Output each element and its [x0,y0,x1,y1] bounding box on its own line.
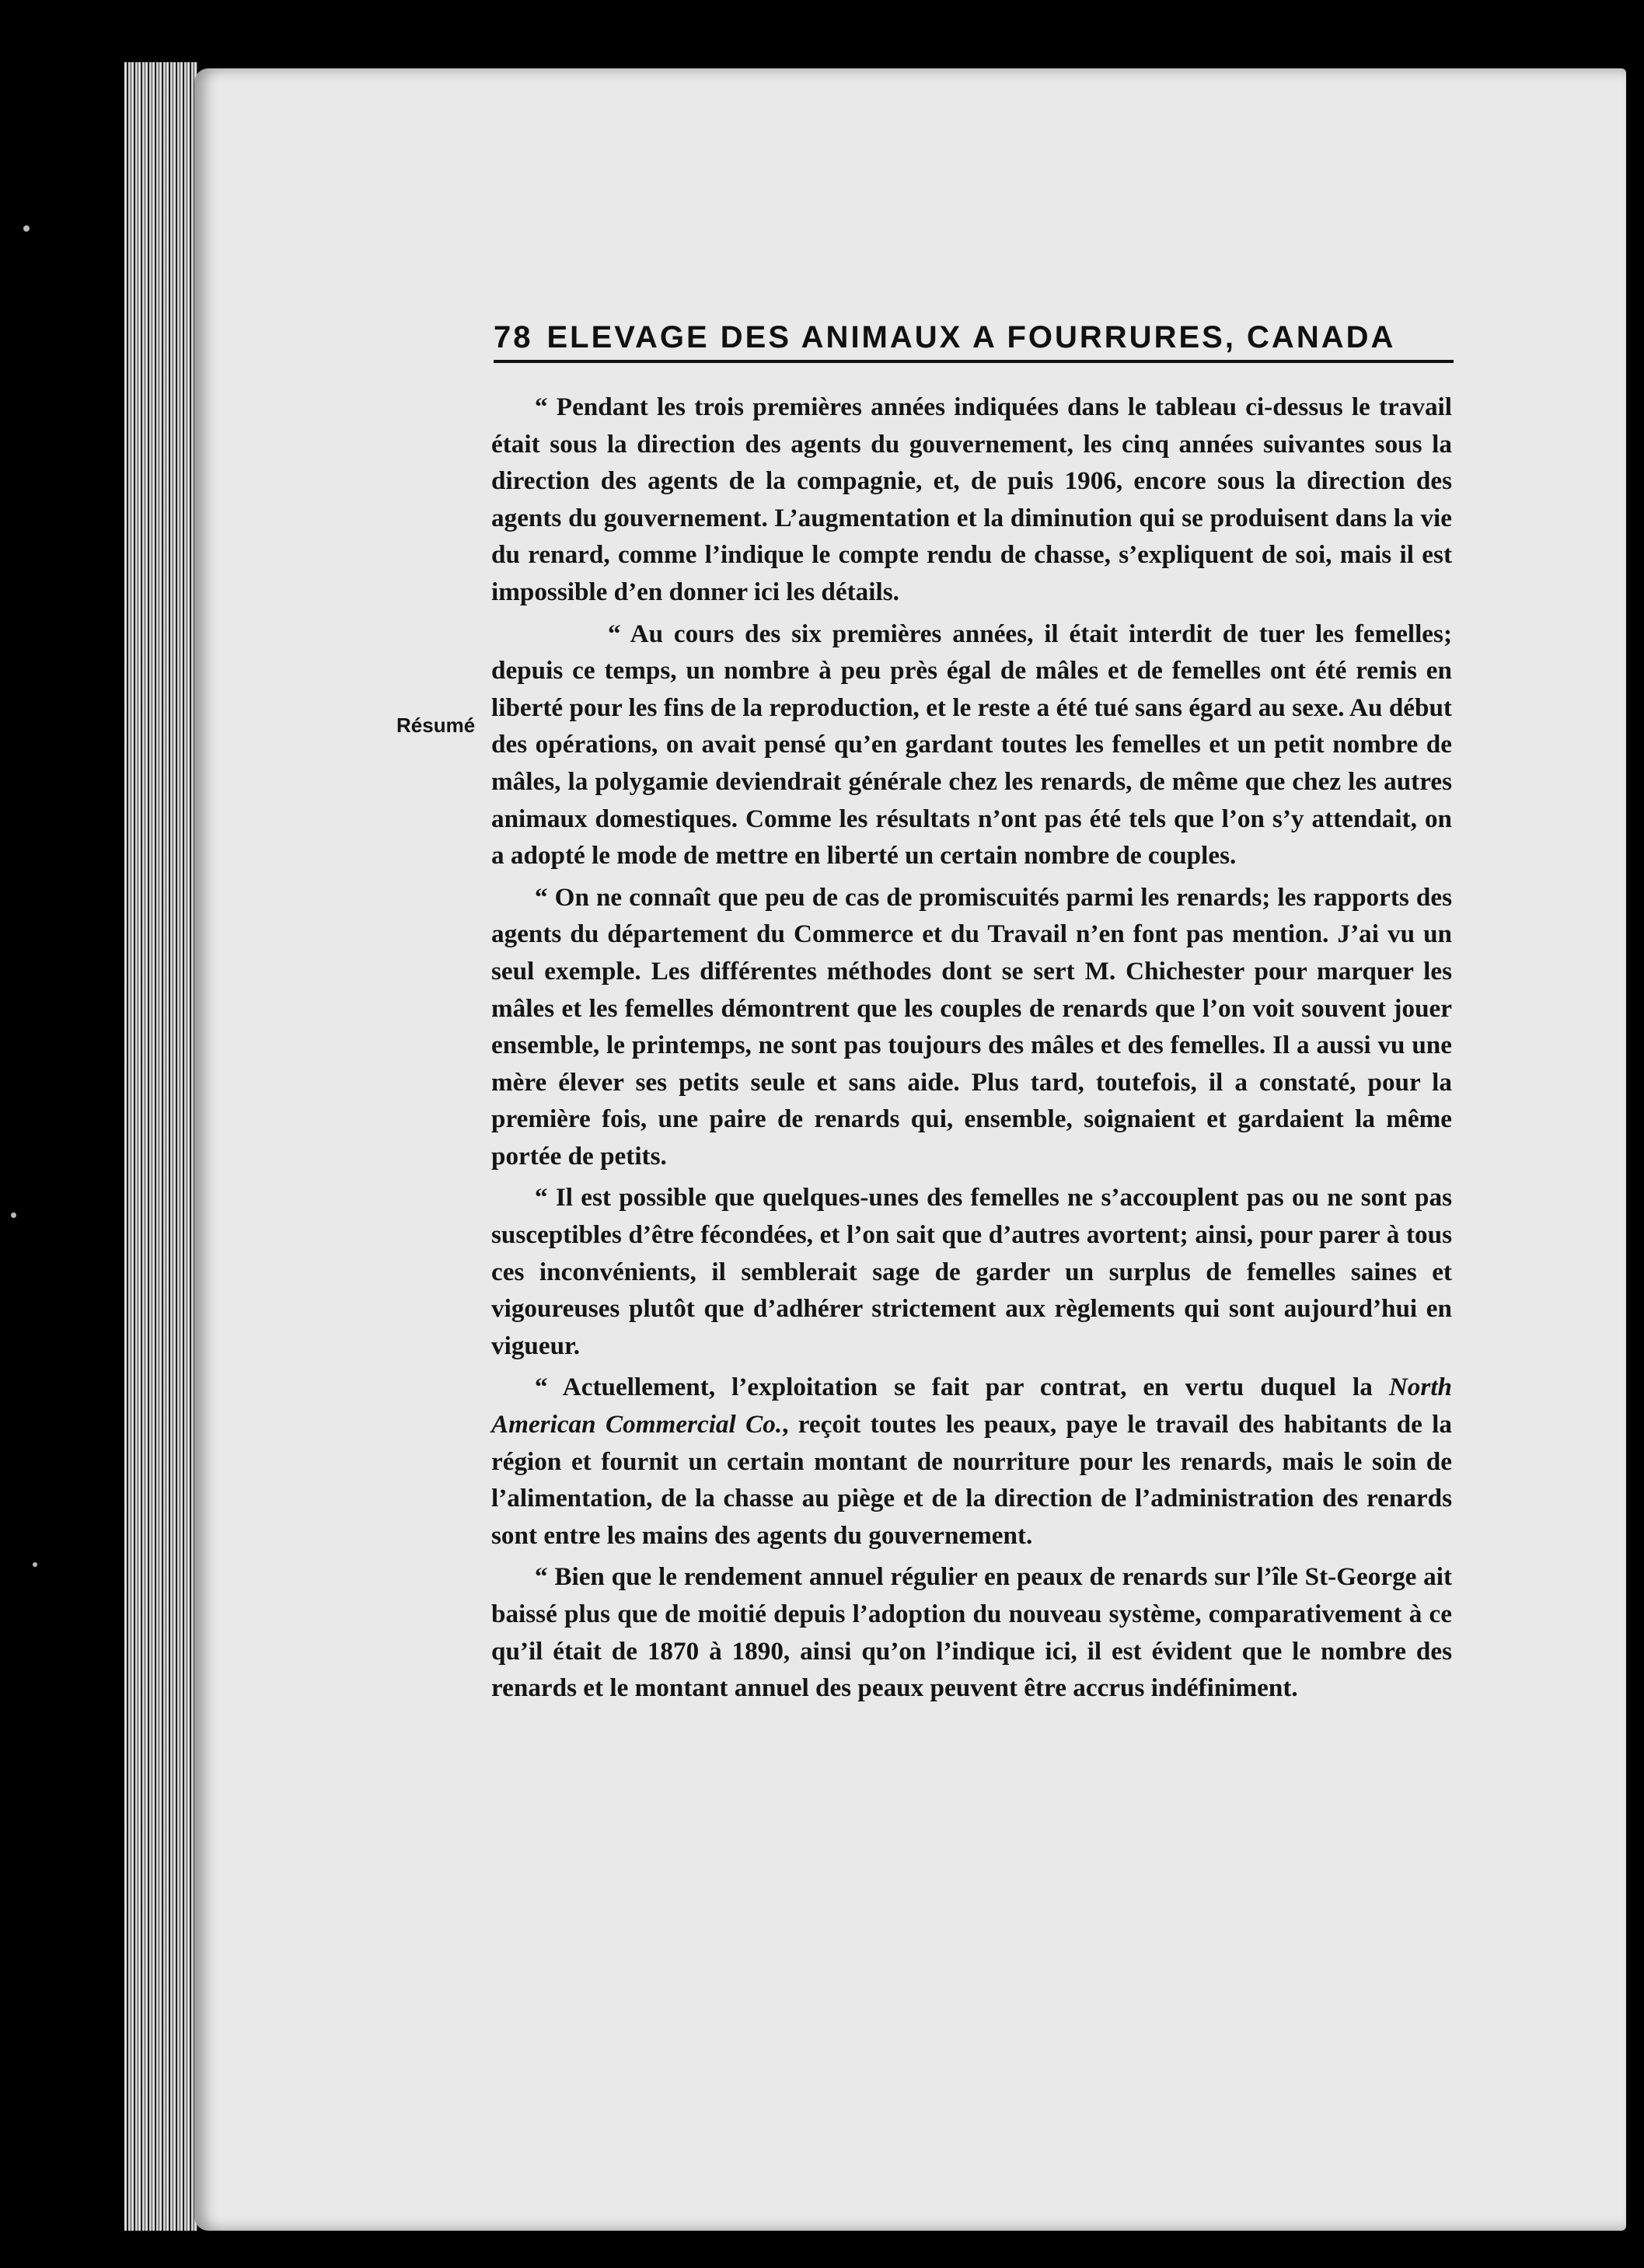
company-name: North American Commercial Co. [491,1373,1452,1439]
paragraph [491,1369,1452,1554]
paragraph: “ Pendant les trois premières années indiquées dans le tableau ci-dessus le travail était sous la direction des agents du gouvernement, les cinq années suivantes sous la direction des agents de la compagnie, et, de puis 1906, encore sous la direction des agents du gouvernement. L’augmentation et la diminution qui se produisent dans la vie du renard, comme l’indique le compte rendu de chasse, s’expliquent de soi, mais il est impossible d’en donner ici les détails. [491,393,1452,606]
page-edges [124,62,198,2231]
dust-speck [33,1562,37,1567]
margin-note: Résumé [396,714,476,737]
paragraph: “ Bien que le rendement annuel régulier en peaux de renards sur l’île St-George ait baissé plus que de moitié depuis l’adoption du nouveau système, comparativement à ce qu’il était de 1870 à 1890, ainsi qu’on l’indique ici, il est évident que le nombre des renards et le montant annuel des peaux peuvent être accrus indéfiniment. [491,1562,1452,1703]
page-number: 78 [494,320,533,354]
page-header [494,315,1454,363]
running-head: ELEVAGE DES ANIMAUX A FOURRURES, CANADA [546,320,1396,354]
body-text [491,389,1452,1711]
paragraph: “ Au cours des six premières années, il était interdit de tuer les femelles; depuis ce temps, un nombre à peu près égal de mâles et de femelles ont été remis en liberté pour les fins de la reproduction, et le reste a été tué sans égard au sexe. Au début des opérations, on avait pensé qu’en gardant toutes les femelles et un petit nombre de mâles, la polygamie deviendrait générale chez les renards, de même que chez les autres animaux domestiques. Comme les résultats n’ont pas été tels que l’on s’y attendait, on a adopté le mode de mettre en liberté un certain nombre de couples. [491,619,1452,871]
dust-speck [23,225,30,232]
paragraph: “ Il est possible que quelques-unes des femelles ne s’accouplent pas ou ne sont pas susceptibles d’être fécondées, et l’on sait que d’autres avortent; ainsi, pour parer à tous ces inconvénients, il semblerait sage de garder un surplus de femelles saines et vigoureuses plutôt que d’adhérer strictement aux règlements qui sont aujourd’hui en vigueur. [491,1183,1452,1360]
paragraph: “ On ne connaît que peu de cas de promiscuités parmi les renards; les rapports des agents du département du Commerce et du Travail n’en font pas mention. J’ai vu un seul exemple. Les différentes méthodes dont se sert M. Chichester pour marquer les mâles et les femelles démontrent que les couples de renards que l’on voit souvent jouer ensemble, le printemps, ne sont pas toujours des mâles et des femelles. Il a aussi vu une mère élever ses petits seule et sans aide. Plus tard, toutefois, il a constaté, pour la première fois, une paire de renards qui, ensemble, soignaient et gardaient la même portée de petits. [491,882,1452,1171]
dust-speck [11,1213,16,1218]
paragraph-text: , reçoit toutes les peaux, paye le travail des habitants de la région et fournit un certain montant de nourriture pour les renards, mais le soin de l’alimentation, de la chasse au piège et de la direction de l’administration des renards sont entre les mains des agents du gouvernement. [491,1410,1452,1550]
paragraph-text: “ Actuellement, l’exploitation se fait par contrat, en vertu duquel la [535,1373,1389,1402]
